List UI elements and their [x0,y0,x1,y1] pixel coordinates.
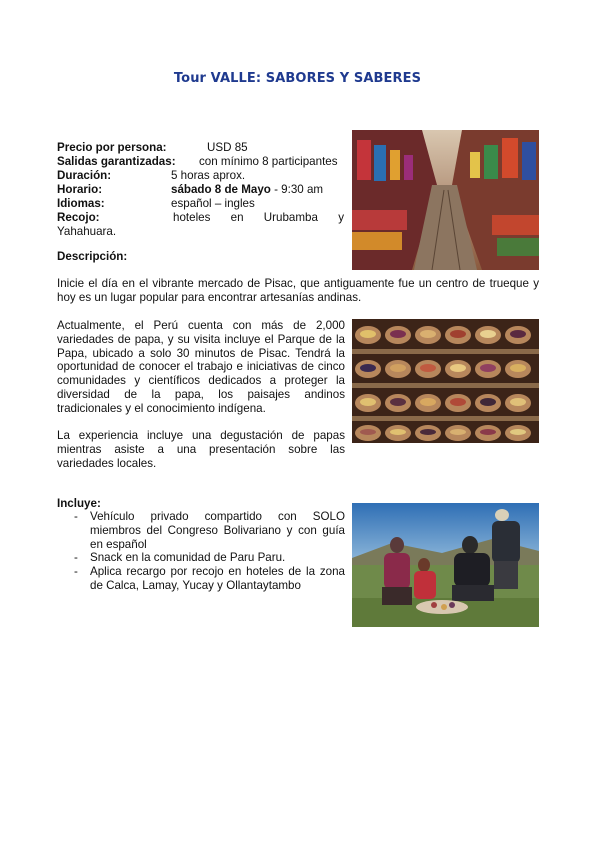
potato-bowls-photo [352,319,539,443]
description-heading: Descripción: [57,250,128,263]
page-title: Tour VALLE: SABORES Y SABERES [173,71,422,86]
duration-label: Duración: [57,169,112,182]
description-paragraph-3: La experiencia incluye una degustación de papas mientras asiste a una presentación sobre las variedades locales. [57,429,345,470]
duration-row [57,169,347,183]
pickup-row [57,211,344,225]
includes-item: - Vehículo privado compartido con SOLO miembros del Congreso Bolivariano y con guía en español [74,510,345,551]
description-paragraph-1: Inicie el día en el vibrante mercado de Pisac, que antiguamente fue un centro de trueque y hoy es un lugar popular para encontrar artesanías andinas. [57,277,539,304]
languages-value: español – ingles [171,197,255,210]
departures-value: con mínimo 8 participantes [199,155,338,168]
schedule-value [171,183,323,197]
pickup-value-continued: Yahahuara. [57,225,117,238]
includes-heading: Incluye: [57,497,101,510]
duration-value: 5 horas aprox. [171,169,246,182]
pickup-value: hoteles en Urubamba y [173,211,344,224]
schedule-time: - 9:30 am [270,183,324,196]
languages-label: Idiomas: [57,197,105,210]
description-paragraph-2: Actualmente, el Perú cuenta con más de 2,000 variedades de papa, y su visita incluye el Parque de la Papa, ubicado a solo 30 minutos de Pisac. Tendrá la oportunidad de conocer el trabajo e iniciativas de cinco comunidades y científicos dedicados a proteger la diversidad de la papa, los paisajes andinos tradicionales y el conocimiento indígena. [57,319,345,415]
schedule-label: Horario: [57,183,103,196]
community-photo [352,503,539,627]
schedule-day: sábado 8 de Mayo [171,183,271,196]
schedule-row [57,183,347,197]
price-label: Precio por persona: [57,141,167,154]
market-photo [352,130,539,270]
price-row [57,141,347,155]
departures-label: Salidas garantizadas: [57,155,176,168]
price-value: USD 85 [207,141,248,154]
includes-item: - Aplica recargo por recojo en hoteles de la zona de Calca, Lamay, Yucay y Ollantaytambo [74,565,345,592]
includes-item: - Snack en la comunidad de Paru Paru. [74,551,286,565]
departures-row [57,155,347,169]
languages-row [57,197,347,211]
pickup-label: Recojo: [57,211,100,224]
includes-list [57,510,345,593]
